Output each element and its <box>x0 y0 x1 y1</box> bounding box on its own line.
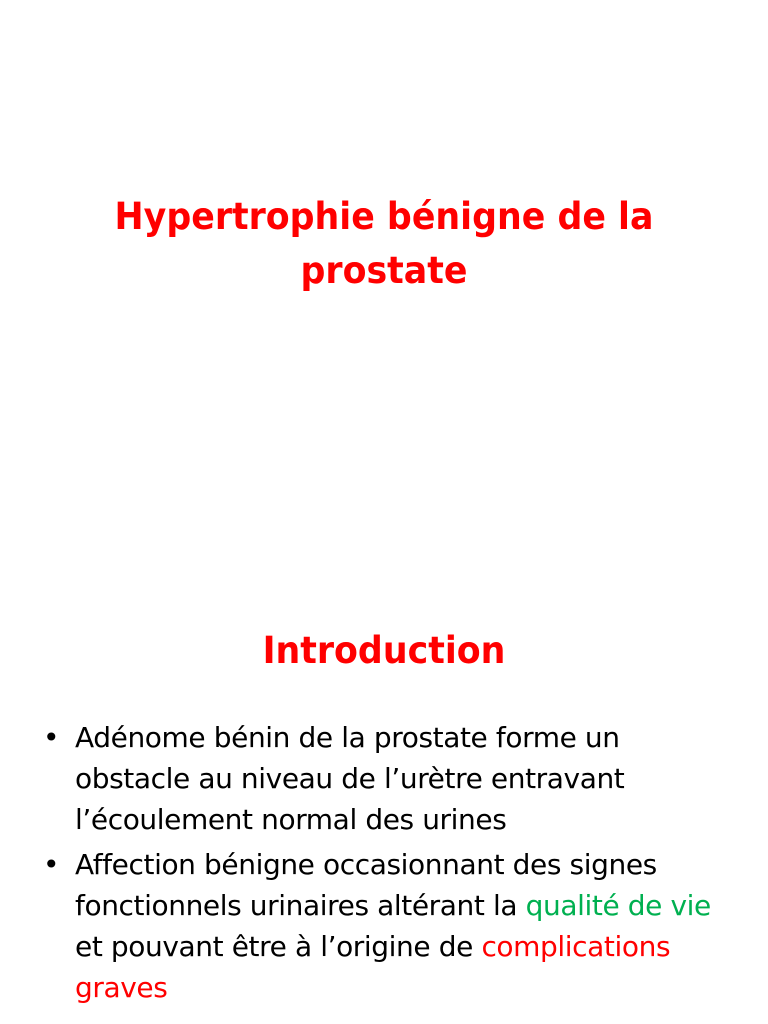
bullet-1-line-3: l’écoulement normal des urines <box>75 803 507 836</box>
slide-1-title-line-2: prostate <box>300 249 468 292</box>
bullet-2-line-2 <box>75 885 738 926</box>
bullet-2-line-3-text: et pouvant être à l’origine de <box>75 930 482 963</box>
slide-1-title-line-1: Hypertrophie bénigne de la <box>114 195 654 238</box>
bullet-1-line-2: obstacle au niveau de l’urètre entravant <box>75 762 625 795</box>
slide-1-title <box>102 190 666 298</box>
bullet-2-line-1: Affection bénigne occasionnant des signes <box>75 848 657 881</box>
slide-2 <box>0 576 768 1024</box>
bullet-dot: • <box>43 848 60 881</box>
highlight-graves: graves <box>75 971 168 1004</box>
bullet-2-line-2-text: fonctionnels urinaires altérant la <box>75 889 526 922</box>
bullet-2-line-3 <box>75 926 738 967</box>
bullet-item-1 <box>0 717 768 840</box>
bullet-1-line-1: Adénome bénin de la prostate forme un <box>75 721 620 754</box>
highlight-qualite-de-vie: qualité de vie <box>525 889 711 922</box>
bullet-item-2 <box>0 844 768 1008</box>
highlight-complications: complications <box>481 930 671 963</box>
bullet-list <box>0 717 768 1012</box>
bullet-dot: • <box>43 721 60 754</box>
slide-2-title: Introduction <box>262 629 506 672</box>
